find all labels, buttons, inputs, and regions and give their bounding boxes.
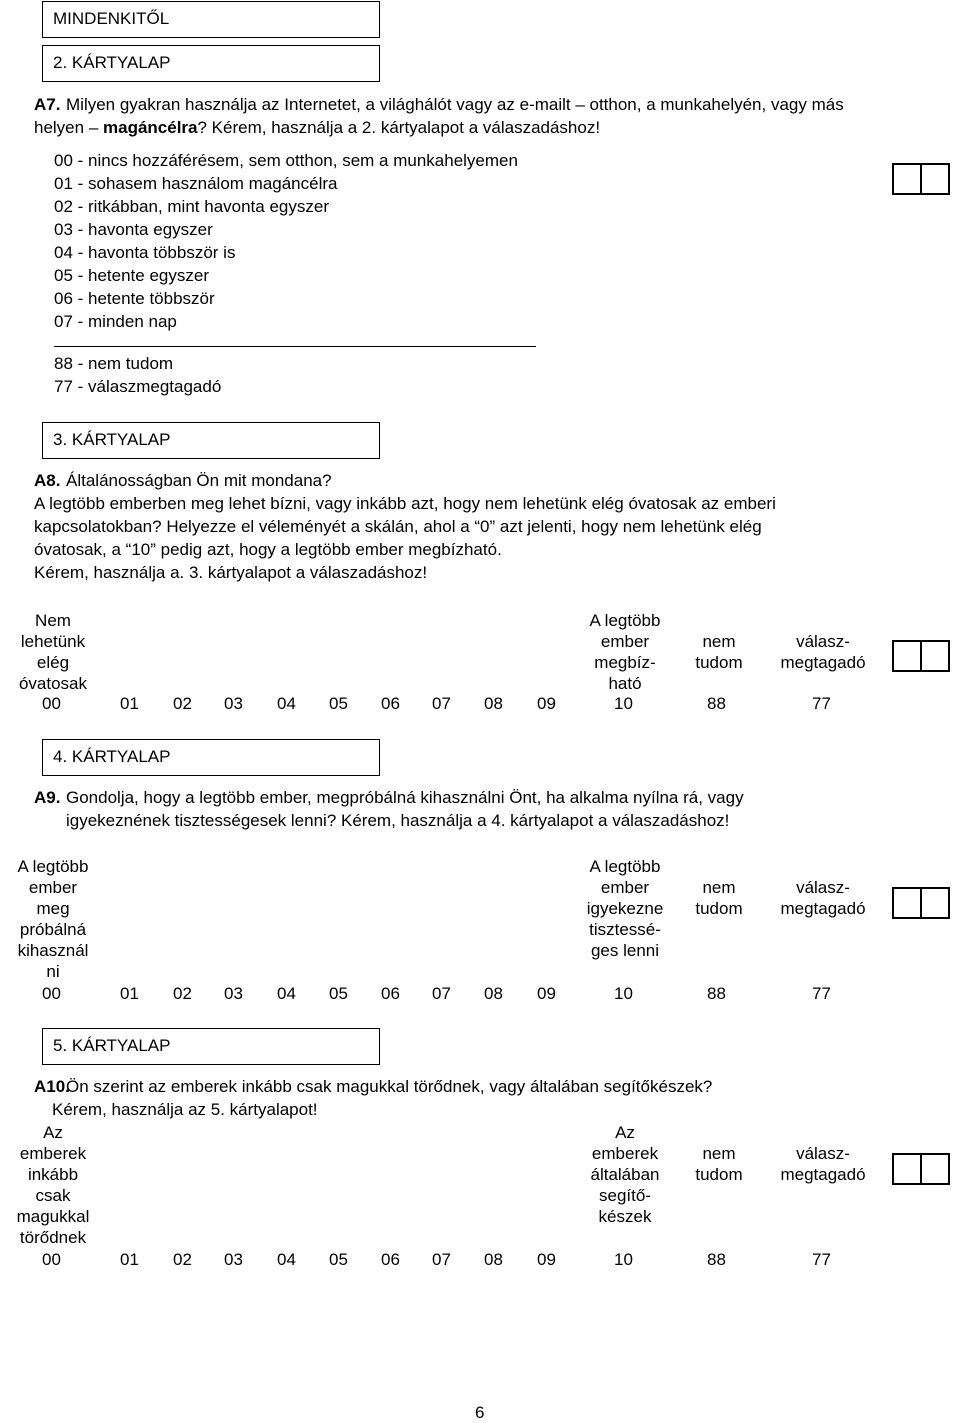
separator-line xyxy=(54,346,536,347)
option-item: 00 - nincs hozzáférésem, sem otthon, sem a munkahelyemen xyxy=(54,151,518,170)
a7-extra-options xyxy=(54,354,221,400)
scale-value[interactable]: 06 xyxy=(381,694,400,713)
option-item: 06 - hetente többször xyxy=(54,289,215,308)
body-line: Gondolja, hogy a legtöbb ember, megpróbálná kihasználni Önt, ha alkalma nyílna rá, vagy xyxy=(66,788,744,807)
scale-nem-tudom: nem tudom xyxy=(695,632,743,672)
text-part: helyen – xyxy=(34,118,103,137)
scale-value[interactable]: 07 xyxy=(432,1250,451,1269)
answer-digit-box[interactable] xyxy=(920,640,950,672)
scale-left-anchor: A legtöbb ember meg próbálná kihasznál ni xyxy=(17,857,89,981)
body-line: Kérem, használja az 5. kártyalapot! xyxy=(52,1100,318,1119)
scale-nem-tudom: nem tudom xyxy=(695,1144,743,1184)
card-3-kartyalap xyxy=(42,422,380,459)
body-line: A legtöbb emberben meg lehet bízni, vagy inkább azt, hogy nem lehetünk elég óvatosak az emberi xyxy=(34,494,776,513)
scale-value[interactable]: 02 xyxy=(173,984,192,1003)
scale-value[interactable]: 05 xyxy=(329,1250,348,1269)
question-body xyxy=(52,1077,712,1123)
card-label: 4. KÁRTYALAP xyxy=(53,747,171,767)
scale-value[interactable]: 04 xyxy=(277,1250,296,1269)
scale-valaszmegtagado: válasz- megtagadó xyxy=(780,878,866,918)
scale-value[interactable]: 08 xyxy=(484,984,503,1003)
scale-left-anchor: Nem lehetünk elég óvatosak xyxy=(18,611,88,693)
scale-value[interactable]: 77 xyxy=(812,1250,831,1269)
answer-digit-box[interactable] xyxy=(920,163,950,195)
card-4-kartyalap xyxy=(42,739,380,776)
text-part: ? Kérem, használja a 2. kártyalapot a válaszadáshoz! xyxy=(197,118,601,137)
scale-value[interactable]: 06 xyxy=(381,1250,400,1269)
scale-value[interactable]: 01 xyxy=(120,984,139,1003)
scale-right-anchor: A legtöbb ember megbíz- ható xyxy=(589,611,661,693)
body-line: Kérem, használja a. 3. kártyalapot a válaszadáshoz! xyxy=(34,563,428,582)
option-item: 88 - nem tudom xyxy=(54,354,174,373)
scale-value[interactable]: 03 xyxy=(224,984,243,1003)
option-item: 02 - ritkábban, mint havonta egyszer xyxy=(54,197,329,216)
question-body xyxy=(66,788,744,834)
card-label: MINDENKITŐL xyxy=(53,9,170,29)
scale-right-anchor: A legtöbb ember igyekezne tisztessé- ges lenni xyxy=(586,857,664,960)
a7-answer-boxes[interactable] xyxy=(892,163,950,195)
question-label: A9. xyxy=(34,788,61,807)
card-5-kartyalap xyxy=(42,1028,380,1065)
body-line: Ön szerint az emberek inkább csak magukkal törődnek, vagy általában segítőkészek? xyxy=(66,1077,713,1096)
card-label: 2. KÁRTYALAP xyxy=(53,53,171,73)
body-line: kapcsolatokban? Helyezze el véleményét a skálán, ahol a “0” azt jelenti, hogy nem lehetünk elég xyxy=(34,517,762,536)
scale-value[interactable]: 03 xyxy=(224,694,243,713)
option-item: 77 - válaszmegtagadó xyxy=(54,377,222,396)
question-label: A7. xyxy=(34,95,61,114)
answer-digit-box[interactable] xyxy=(920,1153,950,1185)
scale-value[interactable]: 05 xyxy=(329,694,348,713)
scale-nem-tudom: nem tudom xyxy=(695,878,743,918)
scale-value[interactable]: 88 xyxy=(707,1250,726,1269)
scale-right-anchor: Az emberek általában segítő- készek xyxy=(590,1123,660,1226)
scale-value[interactable]: 00 xyxy=(42,984,61,1003)
a9-answer-boxes[interactable] xyxy=(892,887,950,919)
question-body xyxy=(34,494,776,586)
scale-left-anchor: Az emberek inkább csak magukkal törődnek xyxy=(16,1123,90,1247)
scale-value[interactable]: 10 xyxy=(614,694,633,713)
page-number: 6 xyxy=(475,1403,485,1422)
scale-value[interactable]: 88 xyxy=(707,694,726,713)
card-2-kartyalap xyxy=(42,45,380,82)
scale-value[interactable]: 00 xyxy=(42,694,61,713)
question-label: A10. xyxy=(34,1077,70,1096)
option-item: 01 - sohasem használom magáncélra xyxy=(54,174,338,193)
scale-valaszmegtagado: válasz- megtagadó xyxy=(780,632,866,672)
scale-value[interactable]: 05 xyxy=(329,984,348,1003)
a10-answer-boxes[interactable] xyxy=(892,1153,950,1185)
option-item: 05 - hetente egyszer xyxy=(54,266,209,285)
text-emphasis: magáncélra xyxy=(103,118,198,137)
scale-value[interactable]: 04 xyxy=(277,694,296,713)
scale-value[interactable]: 77 xyxy=(812,984,831,1003)
scale-value[interactable]: 09 xyxy=(537,1250,556,1269)
a8-answer-boxes[interactable] xyxy=(892,640,950,672)
scale-value[interactable]: 00 xyxy=(42,1250,61,1269)
answer-digit-box[interactable] xyxy=(892,163,922,195)
scale-value[interactable]: 07 xyxy=(432,984,451,1003)
scale-value[interactable]: 07 xyxy=(432,694,451,713)
answer-digit-box[interactable] xyxy=(892,1153,922,1185)
scale-value[interactable]: 06 xyxy=(381,984,400,1003)
card-label: 5. KÁRTYALAP xyxy=(53,1036,171,1056)
scale-value[interactable]: 77 xyxy=(812,694,831,713)
scale-value[interactable]: 10 xyxy=(614,1250,633,1269)
scale-value[interactable]: 02 xyxy=(173,694,192,713)
scale-value[interactable]: 08 xyxy=(484,694,503,713)
scale-value[interactable]: 09 xyxy=(537,984,556,1003)
answer-digit-box[interactable] xyxy=(920,887,950,919)
question-label: A8. xyxy=(34,471,61,490)
option-item: 04 - havonta többször is xyxy=(54,243,236,262)
answer-digit-box[interactable] xyxy=(892,640,922,672)
scale-valaszmegtagado: válasz- megtagadó xyxy=(780,1144,866,1184)
scale-value[interactable]: 10 xyxy=(614,984,633,1003)
card-mindenkitol xyxy=(42,1,380,38)
scale-value[interactable]: 09 xyxy=(537,694,556,713)
body-line: igyekeznének tisztességesek lenni? Kérem, használja a 4. kártyalapot a válaszadáshoz! xyxy=(66,811,730,830)
scale-value[interactable]: 88 xyxy=(707,984,726,1003)
scale-value[interactable]: 03 xyxy=(224,1250,243,1269)
scale-value[interactable]: 01 xyxy=(120,694,139,713)
option-item: 07 - minden nap xyxy=(54,312,177,331)
question-title: Általánosságban Ön mit mondana? xyxy=(66,471,332,490)
question-text-line: Milyen gyakran használja az Internetet, a világhálót vagy az e-mailt – otthon, a munkahelyén, vagy más xyxy=(66,95,844,114)
scale-value[interactable]: 08 xyxy=(484,1250,503,1269)
card-label: 3. KÁRTYALAP xyxy=(53,430,171,450)
body-line: óvatosak, a “10” pedig azt, hogy a legtöbb ember megbízható. xyxy=(34,540,502,559)
question-text-line xyxy=(34,118,600,138)
answer-digit-box[interactable] xyxy=(892,887,922,919)
scale-value[interactable]: 01 xyxy=(120,1250,139,1269)
a7-options xyxy=(54,151,518,335)
scale-value[interactable]: 04 xyxy=(277,984,296,1003)
scale-value[interactable]: 02 xyxy=(173,1250,192,1269)
option-item: 03 - havonta egyszer xyxy=(54,220,213,239)
